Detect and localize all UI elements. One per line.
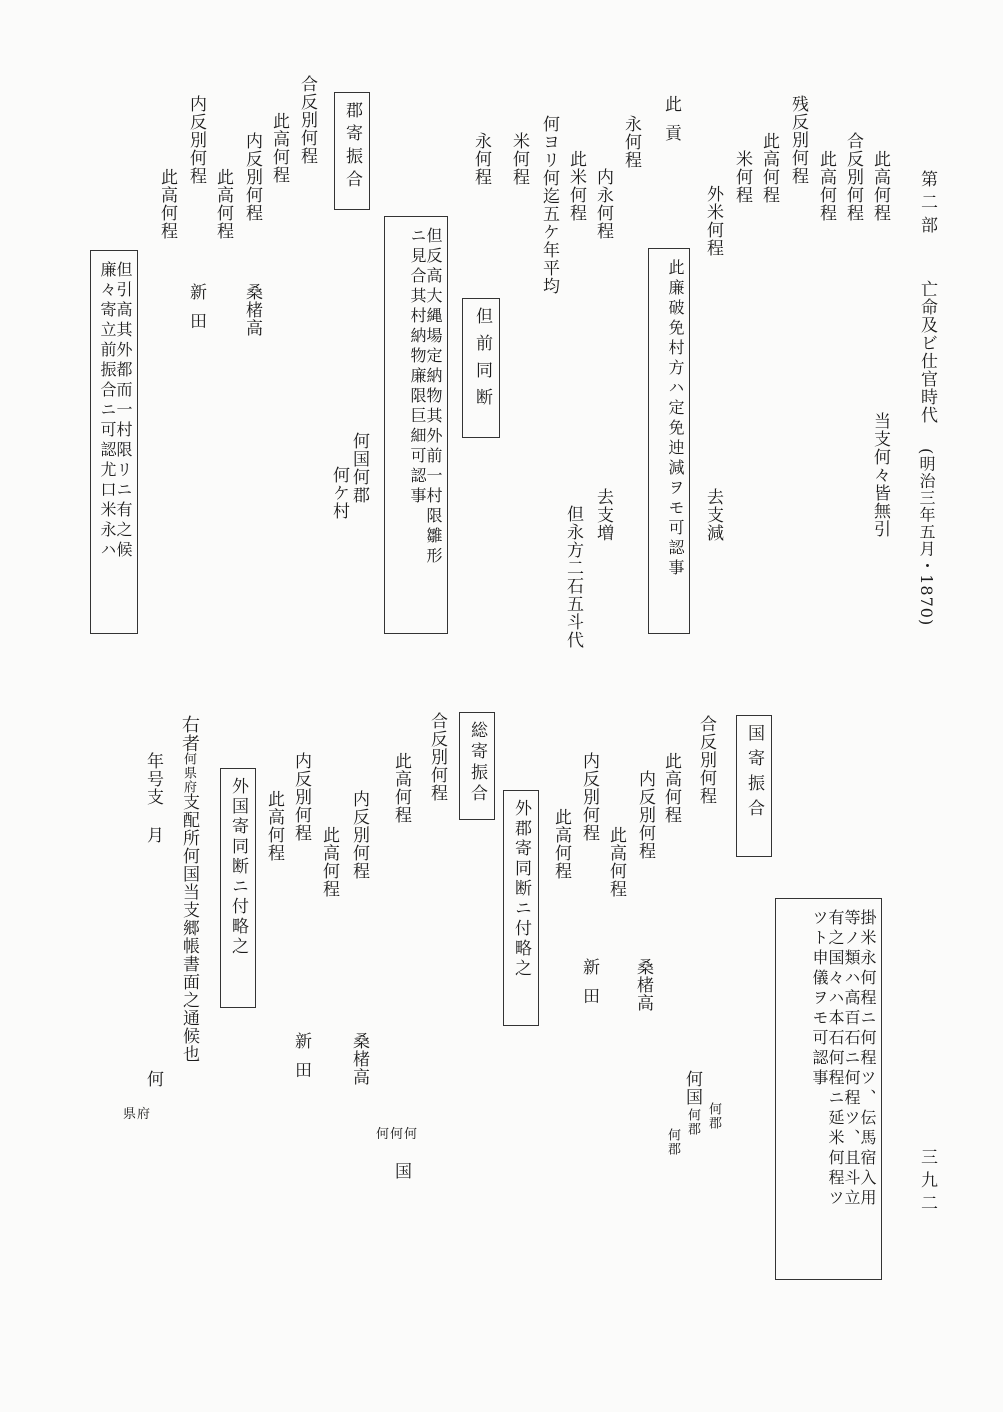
- bottom-col-22: 右者: [179, 715, 200, 753]
- note-kakemai-line-3: 有之国々ハ本石何程ニ延米何程ツ: [826, 909, 845, 1209]
- bottom-col-21: 此高何程: [264, 790, 284, 862]
- note-zendoudan-box: [462, 298, 500, 438]
- gun-yose-heading: 郡寄振合: [334, 92, 370, 210]
- bottom-col-01: 合反別何程: [696, 715, 716, 805]
- top-col-20: 何ケ村: [329, 466, 349, 520]
- part-label: 第二部: [917, 170, 937, 239]
- gaigun-omit-box: 外郡寄同断ニ付略之: [503, 790, 539, 1026]
- sou-yose-heading: 総寄振合: [459, 712, 495, 820]
- top-col-06: 去支減: [703, 488, 723, 542]
- bottom-col-10: 新田: [579, 958, 599, 1016]
- top-col-05: 外米何程: [703, 185, 723, 257]
- note-kakemai-line-1: 掛米永何程ニ何程ツ、伝馬宿入用: [858, 909, 877, 1209]
- bottom-col-06: 何国: [682, 1070, 702, 1106]
- bottom-col-17: 桑楮高: [349, 1032, 369, 1086]
- bottom-col-04: 桑楮高: [633, 958, 653, 1012]
- note-hikidaka-line-1: 但引高其外都而一村限リニ有之候: [114, 261, 133, 561]
- bottom-col-19: 内反別何程: [291, 752, 311, 842]
- top-col-26: 内反別何程: [186, 95, 206, 185]
- note-hikidaka-box: [90, 250, 138, 634]
- bottom-col-08: 何郡: [665, 1128, 680, 1156]
- bottom-col-22b: 何県府: [181, 752, 196, 794]
- top-col-19: 何国何郡: [349, 432, 369, 504]
- bottom-col-05: 此高何程: [606, 826, 626, 898]
- bottom-col-09: 内反別何程: [579, 752, 599, 842]
- note-kakemai-line-4: ツト申儀ヲモ可認事: [810, 909, 829, 1089]
- top-col-17: 米何程: [509, 132, 529, 186]
- bottom-col-25: 県府: [123, 1107, 152, 1122]
- bottom-col-11: 此高何程: [551, 808, 571, 880]
- top-col-12: 去支増: [593, 488, 613, 542]
- bottom-col-02: 此高何程: [661, 752, 681, 824]
- top-col-03: 此高何程: [816, 150, 836, 222]
- top-col-04: 合反別何程: [843, 132, 863, 222]
- top-col-24: 桑楮高: [242, 283, 262, 337]
- note-hamen-line: 此廉破免村方ハ定免迚減ヲモ可認事: [666, 259, 685, 579]
- top-col-27: 新田: [186, 283, 206, 341]
- page-date: (明治三年五月・1870): [917, 448, 936, 627]
- top-col-14: 此米何程: [566, 150, 586, 222]
- bottom-col-15: 国: [391, 1162, 411, 1180]
- koku-yose-heading: 国寄振合: [736, 715, 772, 857]
- note-nawaba-line-2: ニ見合其村納物廉限巨細可認事: [408, 227, 427, 507]
- bottom-col-07a: 何郡: [706, 1102, 721, 1130]
- top-col-15: 但永方二石五斗代: [563, 505, 583, 649]
- bottom-col-16: 内反別何程: [349, 790, 369, 880]
- top-col-13: 永何程: [621, 115, 641, 169]
- note-kakemai-box: [775, 898, 882, 1280]
- note-hamen-box: [648, 248, 690, 634]
- bottom-col-07b: 何郡: [685, 1108, 700, 1136]
- bottom-col-03: 内反別何程: [635, 770, 655, 860]
- top-col-23: 内反別何程: [242, 132, 262, 222]
- bottom-col-26: 年号支: [143, 752, 163, 806]
- note-nawaba-line-1: 但反高大縄場定納物其外前一村限雛形: [424, 227, 443, 567]
- bottom-col-13: 此高何程: [391, 752, 411, 824]
- top-col-16: 何ヨリ何迄五ケ年平均: [539, 115, 559, 295]
- top-col-11: 内永何程: [593, 168, 613, 240]
- bottom-col-24: 何: [143, 1070, 163, 1088]
- gaikoku-omit-box: 外国寄同断ニ付略之: [220, 768, 256, 1008]
- bottom-col-23: 支配所何国当支郷帳書面之通候也: [179, 793, 199, 1063]
- top-col-02: 当支何々皆無引: [870, 412, 890, 538]
- bottom-col-14: 何何何: [376, 1127, 419, 1142]
- note-nawaba-box: [384, 216, 448, 634]
- bottom-col-12: 合反別何程: [427, 712, 447, 802]
- top-col-25: 此高何程: [213, 168, 233, 240]
- bottom-col-27: 月: [143, 826, 163, 844]
- note-hikidaka-line-2: 廉々寄立前振合ニ可認尤口米永ハ: [98, 261, 117, 561]
- top-col-09: 残反別何程: [788, 95, 808, 185]
- top-col-08: 此高何程: [759, 132, 779, 204]
- bottom-col-20: 新田: [291, 1032, 311, 1090]
- note-kakemai-line-2: 等ノ類ハ高百石ニ何程ツ、且斗立: [842, 909, 861, 1209]
- bottom-col-18: 此高何程: [319, 826, 339, 898]
- top-col-18: 永何程: [471, 132, 491, 186]
- top-col-01: 此高何程: [870, 150, 890, 222]
- page-number: 三九二: [917, 1148, 937, 1217]
- page-title: 亡命及ビ仕官時代: [917, 280, 937, 424]
- note-zendoudan-line: 但前同断: [472, 307, 492, 415]
- top-col-10: 此貢: [661, 95, 681, 153]
- top-col-28: 此高何程: [157, 168, 177, 240]
- top-col-22: 此高何程: [269, 112, 289, 184]
- top-col-21: 合反別何程: [297, 75, 317, 165]
- top-col-07: 米何程: [732, 150, 752, 204]
